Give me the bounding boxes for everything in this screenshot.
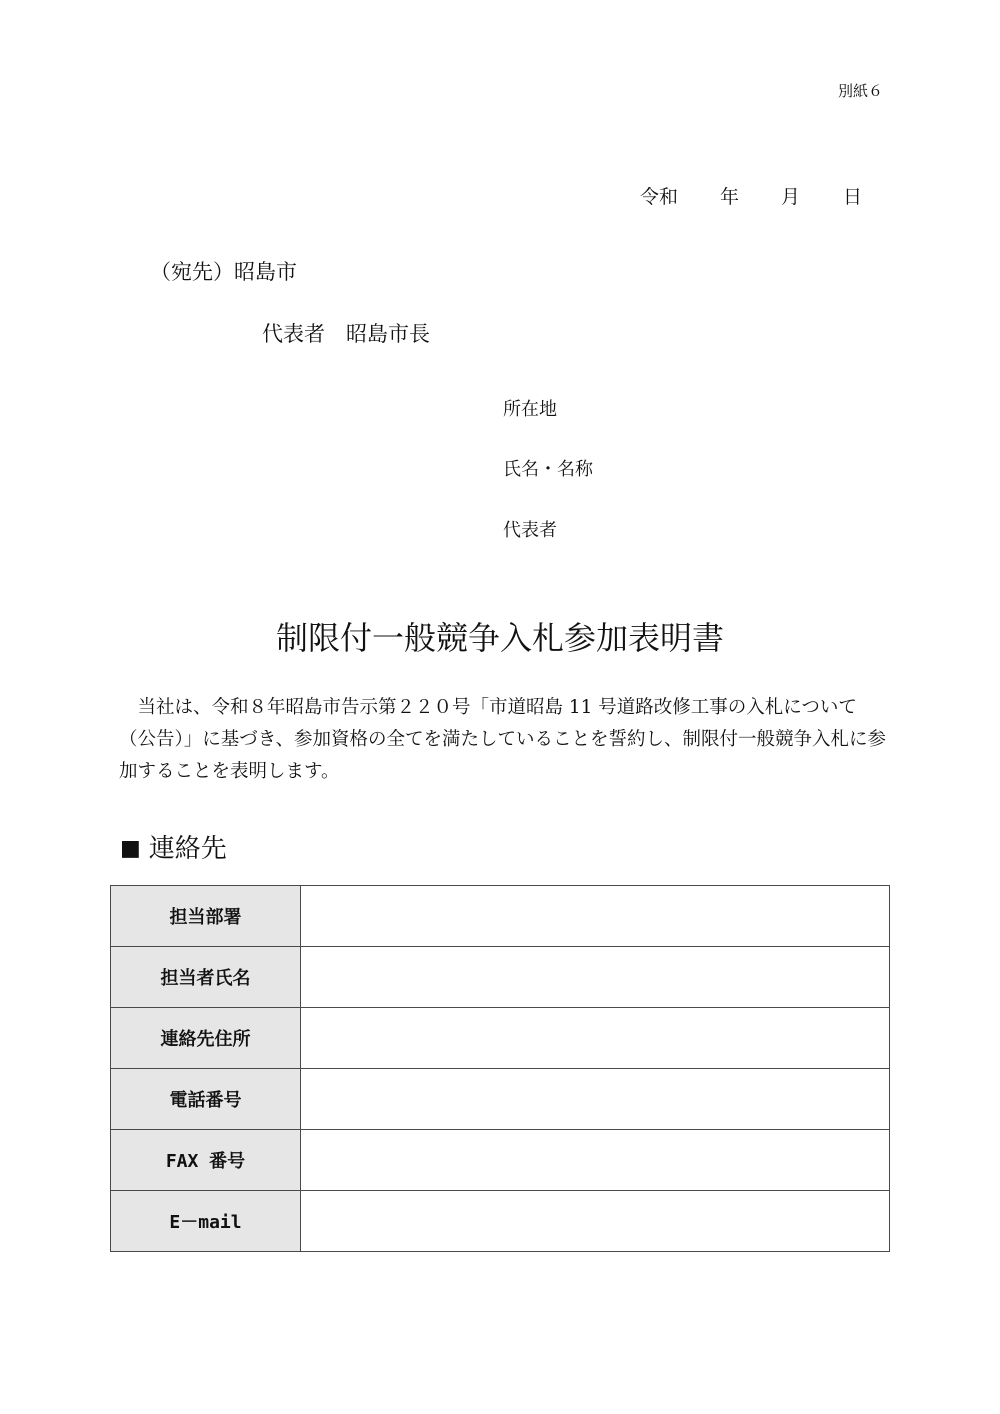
row-label-person-name: 担当者氏名	[111, 947, 301, 1008]
contact-table	[110, 885, 890, 1252]
contact-heading	[120, 828, 227, 865]
date-era: 令和	[640, 186, 679, 208]
table-row	[111, 947, 890, 1008]
row-label-email: E－mail	[111, 1191, 301, 1252]
row-label-contact-address: 連絡先住所	[111, 1008, 301, 1069]
table-row	[111, 1069, 890, 1130]
date-day: 日	[843, 186, 863, 208]
fax-field[interactable]	[301, 1130, 890, 1191]
contact-heading-label: 連絡先	[148, 834, 227, 864]
row-label-fax: FAX 番号	[111, 1130, 301, 1191]
address-label: 所在地	[503, 399, 557, 420]
document-title: 制限付一般競争入札参加表明書	[275, 619, 724, 657]
name-label: 氏名・名称	[503, 459, 593, 480]
applicant-representative-label: 代表者	[503, 520, 557, 541]
row-label-department: 担当部署	[111, 886, 301, 947]
date-year: 年	[720, 186, 740, 208]
department-field[interactable]	[301, 886, 890, 947]
person-name-field[interactable]	[301, 947, 890, 1008]
email-field[interactable]	[301, 1191, 890, 1252]
table-row	[111, 1130, 890, 1191]
contact-address-field[interactable]	[301, 1008, 890, 1069]
square-bullet-icon: ■	[120, 836, 141, 861]
date-month: 月	[781, 186, 801, 208]
table-row	[111, 886, 890, 947]
table-row	[111, 1008, 890, 1069]
declaration-text: 当社は、令和８年昭島市告示第２２０号「市道昭島 11 号道路改修工事の入札について（公告）」に基づき、参加資格の全てを満たしていることを誓約し、制限付一般競争入札に参加することを表明します。	[119, 697, 887, 782]
annex-number: 別紙６	[838, 82, 884, 100]
date-line	[640, 182, 862, 209]
phone-field[interactable]	[301, 1069, 890, 1130]
row-label-phone: 電話番号	[111, 1069, 301, 1130]
table-row	[111, 1191, 890, 1252]
addressee: （宛先）昭島市	[150, 260, 297, 284]
recipient-representative: 代表者 昭島市長	[262, 322, 430, 346]
